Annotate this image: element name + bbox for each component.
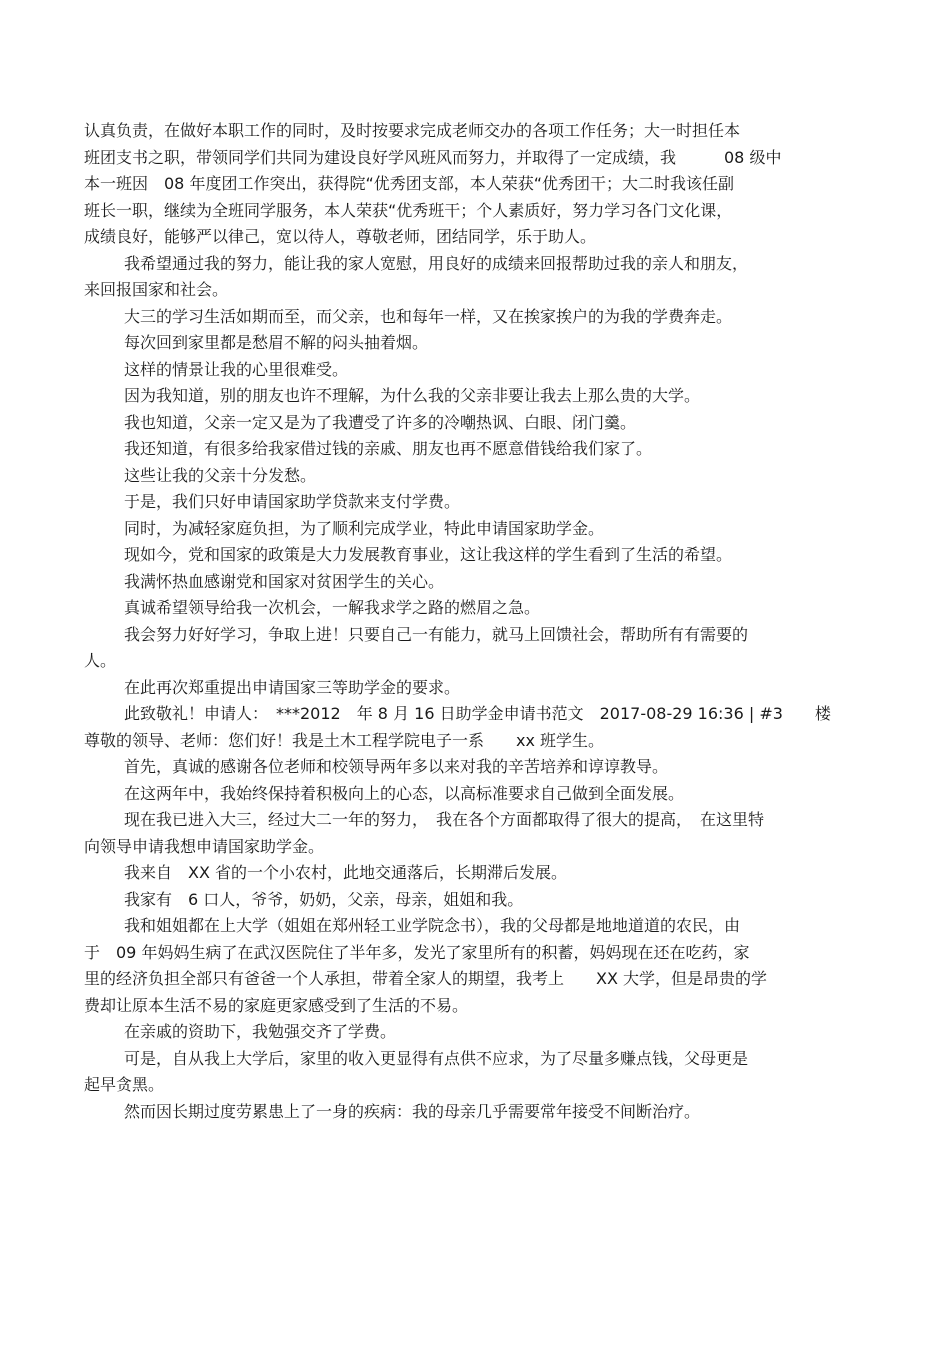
text-line: 我满怀热血感谢党和国家对贫困学生的关心。 xyxy=(124,571,445,591)
document-body xyxy=(84,118,874,1125)
text-line: 本一班因 08 年度团工作突出，获得院“优秀团支部，本人荣获“优秀团干；大二时我该任副 xyxy=(84,174,735,193)
text-line: 在亲戚的资助下，我勉强交齐了学费。 xyxy=(124,1022,397,1041)
text-line: 首先，真诚的感谢各位老师和校领导两年多以来对我的辛苦培养和谆谆教导。 xyxy=(124,757,669,776)
text-line: 此致敬礼！申请人： ***2012 年 8 月 16 日助学金申请书范文 2017-08-29 16:36 | #3 楼 xyxy=(124,704,831,723)
text-line: 我也知道，父亲一定又是为了我遭受了许多的冷嘲热讽、白眼、闭门羹。 xyxy=(124,412,637,432)
text-line: 我还知道，有很多给我家借过钱的亲戚、朋友也再不愿意借钱给我们家了。 xyxy=(124,439,653,458)
text-line: 向领导申请我想申请国家助学金。 xyxy=(84,836,325,856)
text-line: 人。 xyxy=(84,651,117,670)
text-line: 然而因长期过度劳累患上了一身的疾病：我的母亲几乎需要常年接受不间断治疗。 xyxy=(124,1101,701,1121)
text-line: 这些让我的父亲十分发愁。 xyxy=(124,465,317,485)
text-line: 现在我已进入大三，经过大二一年的努力， 我在各个方面都取得了很大的提高， 在这里特 xyxy=(124,810,765,829)
text-line: 因为我知道，别的朋友也许不理解，为什么我的父亲非要让我去上那么贵的大学。 xyxy=(124,386,701,405)
text-line: 于 09 年妈妈生病了在武汉医院住了半年多，发光了家里所有的积蓄，妈妈现在还在吃药，家 xyxy=(84,942,750,962)
text-line: 我希望通过我的努力，能让我的家人宽慰，用良好的成绩来回报帮助过我的亲人和朋友， xyxy=(124,253,749,273)
text-line: 起早贪黑。 xyxy=(84,1075,165,1094)
text-line: 我和姐姐都在上大学（姐姐在郑州轻工业学院念书），我的父母都是地地道道的农民，由 xyxy=(124,916,741,935)
text-line: 每次回到家里都是愁眉不解的闷头抽着烟。 xyxy=(124,333,429,352)
text-line: 这样的情景让我的心里很难受。 xyxy=(124,359,349,379)
text-line: 大三的学习生活如期而至，而父亲，也和每年一样，又在挨家挨户的为我的学费奔走。 xyxy=(124,306,733,326)
text-line: 可是，自从我上大学后，家里的收入更显得有点供不应求，为了尽量多赚点钱，父母更是 xyxy=(124,1048,749,1068)
text-line: 尊敬的领导、老师：您们好！我是土木工程学院电子一系 xx 班学生。 xyxy=(84,730,605,750)
text-line: 成绩良好，能够严以律己，宽以待人，尊敬老师，团结同学，乐于助人。 xyxy=(84,227,597,246)
text-line: 现如今，党和国家的政策是大力发展教育事业，这让我这样的学生看到了生活的希望。 xyxy=(124,545,733,564)
text-line: 在这两年中，我始终保持着积极向上的心态，以高标准要求自己做到全面发展。 xyxy=(124,783,685,803)
text-line: 我会努力好好学习，争取上进！只要自己一有能力，就马上回馈社会，帮助所有有需要的 xyxy=(124,624,749,644)
text-line: 在此再次郑重提出申请国家三等助学金的要求。 xyxy=(124,677,461,697)
text-line: 班团支书之职，带领同学们共同为建设良好学风班风而努力，并取得了一定成绩，我 08 级中 xyxy=(84,147,782,167)
text-line: 班长一职，继续为全班同学服务，本人荣获“优秀班干；个人素质好，努力学习各门文化课， xyxy=(84,200,733,220)
text-line: 真诚希望领导给我一次机会，一解我求学之路的燃眉之急。 xyxy=(124,598,541,617)
text-line: 认真负责，在做好本职工作的同时，及时按要求完成老师交办的各项工作任务；大一时担任本 xyxy=(84,121,741,140)
text-line: 我家有 6 口人，爷爷，奶奶，父亲，母亲，姐姐和我。 xyxy=(124,889,524,909)
text-line: 里的经济负担全部只有爸爸一个人承担，带着全家人的期望，我考上 XX 大学，但是昂贵的学 xyxy=(84,969,768,988)
text-line: 费却让原本生活不易的家庭更家感受到了生活的不易。 xyxy=(84,995,469,1015)
text-line: 同时，为减轻家庭负担，为了顺利完成学业，特此申请国家助学金。 xyxy=(124,518,605,538)
text-line: 来回报国家和社会。 xyxy=(84,280,229,299)
text-line: 我来自 XX 省的一个小农村，此地交通落后，长期滞后发展。 xyxy=(124,863,568,882)
text-line: 于是，我们只好申请国家助学贷款来支付学费。 xyxy=(124,492,461,511)
